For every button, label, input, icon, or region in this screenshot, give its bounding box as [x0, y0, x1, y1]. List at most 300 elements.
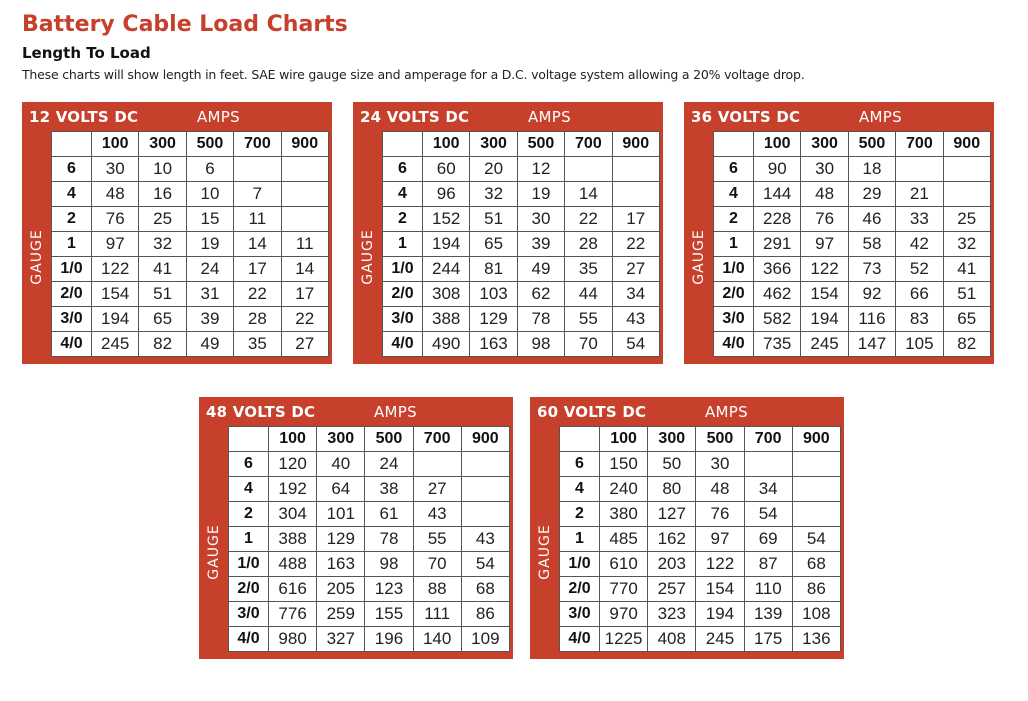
length-cell: 38 — [365, 477, 413, 502]
length-cell: 18 — [848, 157, 895, 182]
amps-axis-label: AMPS — [374, 403, 417, 421]
length-cell: 203 — [648, 552, 696, 577]
corner-cell — [52, 132, 92, 157]
gauge-cell: 1/0 — [52, 257, 92, 282]
length-cell: 175 — [744, 627, 792, 652]
length-cell: 129 — [470, 307, 517, 332]
length-cell: 76 — [696, 502, 744, 527]
length-cell: 147 — [848, 332, 895, 357]
length-cell: 154 — [92, 282, 139, 307]
load-table — [228, 426, 510, 652]
length-cell: 776 — [269, 602, 317, 627]
length-cell: 51 — [470, 207, 517, 232]
table-row — [560, 477, 841, 502]
length-cell: 12 — [517, 157, 564, 182]
table-row — [383, 157, 660, 182]
length-cell: 196 — [365, 627, 413, 652]
amps-column-header: 700 — [565, 132, 612, 157]
length-cell: 25 — [943, 207, 990, 232]
gauge-cell: 4/0 — [560, 627, 600, 652]
length-cell: 7 — [234, 182, 281, 207]
length-cell: 39 — [517, 232, 564, 257]
length-cell: 55 — [565, 307, 612, 332]
length-cell — [612, 157, 659, 182]
table-row — [560, 602, 841, 627]
gauge-cell: 3/0 — [560, 602, 600, 627]
length-cell — [461, 502, 509, 527]
length-cell: 65 — [943, 307, 990, 332]
table-row — [714, 232, 991, 257]
length-cell: 259 — [317, 602, 365, 627]
length-cell: 98 — [517, 332, 564, 357]
length-cell: 28 — [234, 307, 281, 332]
gauge-cell: 1/0 — [383, 257, 423, 282]
amps-column-header: 900 — [943, 132, 990, 157]
length-cell: 92 — [848, 282, 895, 307]
length-cell: 20 — [470, 157, 517, 182]
load-chart-12v — [22, 102, 332, 364]
length-cell: 24 — [365, 452, 413, 477]
table-row — [383, 257, 660, 282]
table-row — [229, 552, 510, 577]
length-cell: 6 — [186, 157, 233, 182]
amps-column-header: 300 — [648, 427, 696, 452]
length-cell: 30 — [92, 157, 139, 182]
length-cell: 69 — [744, 527, 792, 552]
table-row — [383, 182, 660, 207]
length-cell: 257 — [648, 577, 696, 602]
length-cell: 770 — [600, 577, 648, 602]
gauge-cell: 3/0 — [229, 602, 269, 627]
length-cell: 51 — [139, 282, 186, 307]
length-cell: 54 — [461, 552, 509, 577]
load-chart-24v — [353, 102, 663, 364]
length-cell: 43 — [413, 502, 461, 527]
table-row — [714, 332, 991, 357]
length-cell: 98 — [365, 552, 413, 577]
table-row — [52, 332, 329, 357]
length-cell: 136 — [792, 627, 840, 652]
gauge-cell: 4 — [383, 182, 423, 207]
length-cell: 73 — [848, 257, 895, 282]
length-cell: 65 — [470, 232, 517, 257]
gauge-axis-label: GAUGE — [691, 229, 707, 285]
table-row — [383, 307, 660, 332]
length-cell: 35 — [565, 257, 612, 282]
length-cell: 46 — [848, 207, 895, 232]
chart-header — [199, 397, 513, 425]
gauge-cell: 3/0 — [52, 307, 92, 332]
length-cell: 80 — [648, 477, 696, 502]
amps-column-header: 500 — [365, 427, 413, 452]
length-cell: 76 — [801, 207, 848, 232]
length-cell: 616 — [269, 577, 317, 602]
table-row — [560, 452, 841, 477]
length-cell — [612, 182, 659, 207]
corner-cell — [560, 427, 600, 452]
chart-voltage-title: 12 VOLTS DC — [29, 108, 139, 126]
amps-axis-label: AMPS — [528, 108, 571, 126]
chart-voltage-title: 48 VOLTS DC — [206, 403, 316, 421]
length-cell: 582 — [754, 307, 801, 332]
page-title: Battery Cable Load Charts — [22, 12, 348, 37]
gauge-axis-label: GAUGE — [206, 524, 222, 580]
gauge-cell: 6 — [383, 157, 423, 182]
gauge-cell: 2/0 — [714, 282, 754, 307]
length-cell: 980 — [269, 627, 317, 652]
length-cell: 14 — [234, 232, 281, 257]
length-cell: 25 — [139, 207, 186, 232]
load-chart-48v — [199, 397, 513, 659]
gauge-cell: 4 — [229, 477, 269, 502]
corner-cell — [229, 427, 269, 452]
length-cell: 49 — [517, 257, 564, 282]
amps-axis-label: AMPS — [859, 108, 902, 126]
length-cell: 86 — [792, 577, 840, 602]
table-row — [229, 627, 510, 652]
length-cell: 19 — [186, 232, 233, 257]
length-cell: 28 — [565, 232, 612, 257]
amps-column-header: 700 — [234, 132, 281, 157]
gauge-cell: 4 — [52, 182, 92, 207]
length-cell: 55 — [413, 527, 461, 552]
length-cell: 27 — [612, 257, 659, 282]
table-row — [229, 602, 510, 627]
length-cell: 78 — [365, 527, 413, 552]
length-cell: 81 — [470, 257, 517, 282]
table-row — [229, 502, 510, 527]
length-cell: 33 — [896, 207, 943, 232]
amps-column-header: 100 — [600, 427, 648, 452]
length-cell: 90 — [754, 157, 801, 182]
table-row — [714, 157, 991, 182]
length-cell: 86 — [461, 602, 509, 627]
length-cell: 50 — [648, 452, 696, 477]
length-cell: 103 — [470, 282, 517, 307]
length-cell: 30 — [801, 157, 848, 182]
length-cell: 194 — [801, 307, 848, 332]
length-cell: 105 — [896, 332, 943, 357]
amps-column-header: 900 — [461, 427, 509, 452]
gauge-axis-label: GAUGE — [360, 229, 376, 285]
table-row — [383, 207, 660, 232]
gauge-cell: 1 — [560, 527, 600, 552]
length-cell: 245 — [801, 332, 848, 357]
table-row — [52, 257, 329, 282]
amps-column-header: 900 — [281, 132, 328, 157]
length-cell: 58 — [848, 232, 895, 257]
length-cell: 97 — [92, 232, 139, 257]
length-cell: 122 — [696, 552, 744, 577]
table-row — [714, 282, 991, 307]
table-row — [52, 182, 329, 207]
length-cell: 245 — [92, 332, 139, 357]
gauge-cell: 1/0 — [714, 257, 754, 282]
load-table — [559, 426, 841, 652]
gauge-axis-label: GAUGE — [29, 229, 45, 285]
length-cell: 14 — [565, 182, 612, 207]
length-cell: 64 — [317, 477, 365, 502]
length-cell: 388 — [423, 307, 470, 332]
length-cell: 308 — [423, 282, 470, 307]
amps-column-header: 700 — [896, 132, 943, 157]
length-cell: 116 — [848, 307, 895, 332]
length-cell — [896, 157, 943, 182]
table-row — [383, 332, 660, 357]
gauge-cell: 4/0 — [52, 332, 92, 357]
length-cell: 51 — [943, 282, 990, 307]
length-cell: 205 — [317, 577, 365, 602]
length-cell: 66 — [896, 282, 943, 307]
length-cell — [792, 502, 840, 527]
chart-header — [353, 102, 663, 130]
length-cell: 96 — [423, 182, 470, 207]
table-row — [560, 502, 841, 527]
length-cell: 127 — [648, 502, 696, 527]
length-cell: 139 — [744, 602, 792, 627]
gauge-cell: 1 — [714, 232, 754, 257]
length-cell — [281, 207, 328, 232]
length-cell: 109 — [461, 627, 509, 652]
length-cell: 70 — [413, 552, 461, 577]
length-cell: 366 — [754, 257, 801, 282]
amps-column-header: 500 — [186, 132, 233, 157]
length-cell: 76 — [92, 207, 139, 232]
length-cell: 1225 — [600, 627, 648, 652]
length-cell: 87 — [744, 552, 792, 577]
table-row — [229, 527, 510, 552]
length-cell: 61 — [365, 502, 413, 527]
length-cell — [461, 452, 509, 477]
length-cell: 111 — [413, 602, 461, 627]
gauge-cell: 2 — [714, 207, 754, 232]
length-cell: 123 — [365, 577, 413, 602]
length-cell: 327 — [317, 627, 365, 652]
length-cell: 48 — [696, 477, 744, 502]
gauge-cell: 2 — [560, 502, 600, 527]
chart-voltage-title: 24 VOLTS DC — [360, 108, 470, 126]
length-cell: 388 — [269, 527, 317, 552]
amps-column-header: 100 — [423, 132, 470, 157]
length-cell: 101 — [317, 502, 365, 527]
gauge-cell: 1 — [52, 232, 92, 257]
length-cell: 68 — [461, 577, 509, 602]
length-cell: 155 — [365, 602, 413, 627]
length-cell: 29 — [848, 182, 895, 207]
length-cell: 17 — [234, 257, 281, 282]
load-table — [382, 131, 660, 357]
length-cell: 52 — [896, 257, 943, 282]
gauge-cell: 2 — [383, 207, 423, 232]
length-cell: 40 — [317, 452, 365, 477]
length-cell: 10 — [139, 157, 186, 182]
gauge-cell: 1 — [383, 232, 423, 257]
chart-header — [530, 397, 844, 425]
length-cell: 42 — [896, 232, 943, 257]
gauge-cell: 2/0 — [560, 577, 600, 602]
amps-header-row — [714, 132, 991, 157]
length-cell: 129 — [317, 527, 365, 552]
load-chart-36v — [684, 102, 994, 364]
length-cell: 490 — [423, 332, 470, 357]
chart-voltage-title: 60 VOLTS DC — [537, 403, 647, 421]
amps-header-row — [52, 132, 329, 157]
amps-column-header: 300 — [317, 427, 365, 452]
length-cell: 34 — [612, 282, 659, 307]
chart-header — [22, 102, 332, 130]
length-cell: 88 — [413, 577, 461, 602]
gauge-cell: 2 — [52, 207, 92, 232]
length-cell: 154 — [696, 577, 744, 602]
length-cell: 19 — [517, 182, 564, 207]
length-cell: 735 — [754, 332, 801, 357]
length-cell: 22 — [612, 232, 659, 257]
length-cell: 27 — [281, 332, 328, 357]
table-row — [52, 207, 329, 232]
table-row — [229, 577, 510, 602]
gauge-cell: 6 — [714, 157, 754, 182]
length-cell: 11 — [234, 207, 281, 232]
amps-column-header: 100 — [754, 132, 801, 157]
load-table — [51, 131, 329, 357]
length-cell: 228 — [754, 207, 801, 232]
gauge-cell: 4 — [714, 182, 754, 207]
gauge-cell: 6 — [560, 452, 600, 477]
length-cell: 32 — [470, 182, 517, 207]
gauge-cell: 1/0 — [229, 552, 269, 577]
length-cell: 43 — [461, 527, 509, 552]
page-subtitle: Length To Load — [22, 44, 151, 62]
table-row — [714, 257, 991, 282]
length-cell — [744, 452, 792, 477]
amps-column-header: 500 — [848, 132, 895, 157]
length-cell: 22 — [234, 282, 281, 307]
gauge-cell: 4 — [560, 477, 600, 502]
length-cell — [565, 157, 612, 182]
amps-axis-label: AMPS — [705, 403, 748, 421]
length-cell: 16 — [139, 182, 186, 207]
length-cell: 83 — [896, 307, 943, 332]
length-cell: 43 — [612, 307, 659, 332]
length-cell: 35 — [234, 332, 281, 357]
amps-column-header: 900 — [612, 132, 659, 157]
length-cell: 244 — [423, 257, 470, 282]
table-row — [383, 232, 660, 257]
length-cell: 11 — [281, 232, 328, 257]
length-cell: 97 — [801, 232, 848, 257]
gauge-cell: 1/0 — [560, 552, 600, 577]
length-cell: 48 — [92, 182, 139, 207]
table-row — [52, 157, 329, 182]
length-cell: 34 — [744, 477, 792, 502]
length-cell: 150 — [600, 452, 648, 477]
length-cell: 122 — [92, 257, 139, 282]
length-cell: 108 — [792, 602, 840, 627]
amps-column-header: 700 — [744, 427, 792, 452]
length-cell: 122 — [801, 257, 848, 282]
length-cell — [943, 157, 990, 182]
table-row — [714, 307, 991, 332]
length-cell: 240 — [600, 477, 648, 502]
length-cell: 144 — [754, 182, 801, 207]
gauge-cell: 2/0 — [229, 577, 269, 602]
gauge-cell: 2/0 — [383, 282, 423, 307]
length-cell: 152 — [423, 207, 470, 232]
table-row — [229, 452, 510, 477]
length-cell — [792, 477, 840, 502]
length-cell: 462 — [754, 282, 801, 307]
length-cell: 32 — [139, 232, 186, 257]
table-row — [383, 282, 660, 307]
length-cell: 194 — [696, 602, 744, 627]
table-row — [560, 527, 841, 552]
length-cell: 44 — [565, 282, 612, 307]
length-cell: 194 — [423, 232, 470, 257]
table-row — [229, 477, 510, 502]
length-cell: 62 — [517, 282, 564, 307]
length-cell — [281, 182, 328, 207]
length-cell: 48 — [801, 182, 848, 207]
amps-column-header: 500 — [517, 132, 564, 157]
length-cell: 970 — [600, 602, 648, 627]
length-cell: 39 — [186, 307, 233, 332]
gauge-cell: 6 — [52, 157, 92, 182]
chart-voltage-title: 36 VOLTS DC — [691, 108, 801, 126]
load-chart-60v — [530, 397, 844, 659]
length-cell: 30 — [517, 207, 564, 232]
amps-column-header: 300 — [801, 132, 848, 157]
length-cell: 54 — [744, 502, 792, 527]
amps-column-header: 100 — [92, 132, 139, 157]
length-cell: 163 — [470, 332, 517, 357]
gauge-cell: 3/0 — [383, 307, 423, 332]
length-cell: 488 — [269, 552, 317, 577]
length-cell: 22 — [565, 207, 612, 232]
corner-cell — [383, 132, 423, 157]
gauge-cell: 4/0 — [714, 332, 754, 357]
length-cell: 163 — [317, 552, 365, 577]
table-row — [52, 232, 329, 257]
amps-column-header: 900 — [792, 427, 840, 452]
amps-header-row — [383, 132, 660, 157]
length-cell: 485 — [600, 527, 648, 552]
gauge-cell: 4/0 — [383, 332, 423, 357]
length-cell: 68 — [792, 552, 840, 577]
length-cell: 82 — [139, 332, 186, 357]
amps-header-row — [229, 427, 510, 452]
table-row — [560, 627, 841, 652]
length-cell: 24 — [186, 257, 233, 282]
gauge-axis-label: GAUGE — [537, 524, 553, 580]
length-cell — [281, 157, 328, 182]
length-cell: 110 — [744, 577, 792, 602]
length-cell: 60 — [423, 157, 470, 182]
length-cell: 15 — [186, 207, 233, 232]
length-cell: 17 — [281, 282, 328, 307]
corner-cell — [714, 132, 754, 157]
gauge-cell: 2/0 — [52, 282, 92, 307]
table-row — [52, 307, 329, 332]
length-cell: 31 — [186, 282, 233, 307]
length-cell: 304 — [269, 502, 317, 527]
length-cell — [234, 157, 281, 182]
length-cell: 154 — [801, 282, 848, 307]
length-cell — [943, 182, 990, 207]
length-cell — [792, 452, 840, 477]
length-cell: 54 — [792, 527, 840, 552]
length-cell: 78 — [517, 307, 564, 332]
length-cell: 323 — [648, 602, 696, 627]
